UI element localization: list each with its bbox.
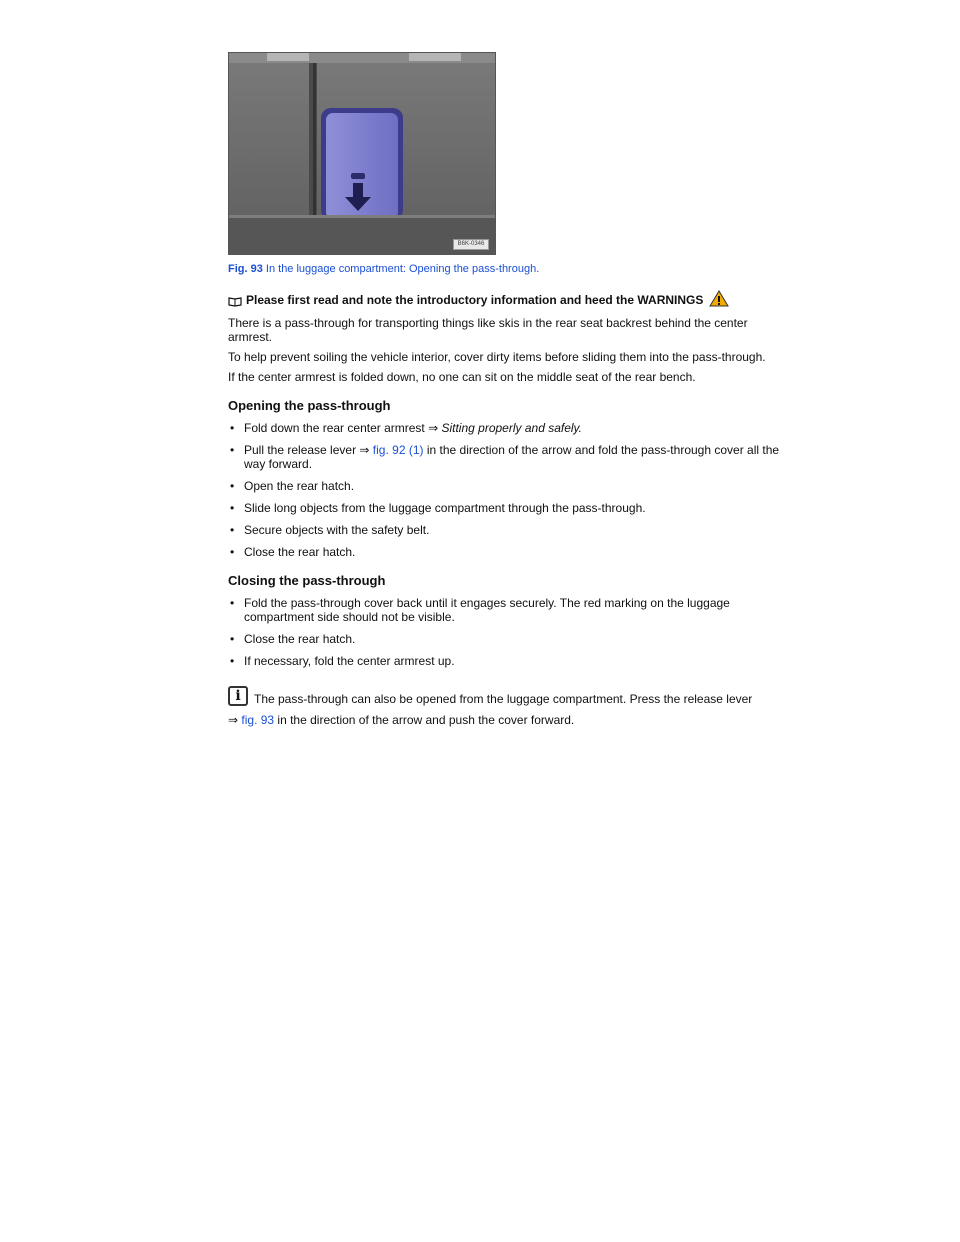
book-icon [228,296,242,305]
figure-caption [228,262,788,276]
list-item: • If necessary, fold the center armrest up. [228,654,788,668]
note-line [228,686,788,706]
info-icon: i [228,686,248,706]
figure-image-code: B6K-0346 [453,239,489,250]
arrow-text: ⇒ [228,713,242,727]
note-text: in the direction of the arrow and push the cover forward. [274,713,575,727]
list-item: • Secure objects with the safety belt. [228,523,788,537]
heading-opening: Opening the pass-through [228,398,391,413]
list-item: • Close the rear hatch. [228,632,788,646]
step-text: Fold down the rear center armrest ⇒ [244,421,442,435]
opening-steps [228,421,788,559]
list-item [228,421,788,435]
note-text: The pass-through can also be opened from the luggage compartment. Press the release lever [254,692,753,706]
list-item: • Fold the pass-through cover back until it engages securely. The red marking on the luggage compartment side should not be visible. [228,596,788,624]
note-line [228,713,788,727]
fig-92-link[interactable]: fig. 92 (1) [372,443,424,457]
seat-illustration [229,53,495,254]
list-item: • Close the rear hatch. [228,545,788,559]
fig-93-link[interactable]: fig. 93 [241,713,275,727]
figure-pass-through [228,52,496,255]
warning-icon[interactable] [709,290,729,310]
intro-text: Please first read and note the introductory information and heed the WARNINGS [246,293,704,307]
step-text: Pull the release lever ⇒ [244,443,373,457]
caption-text: In the luggage compartment: Opening the pass-through. [265,263,540,275]
intro-line [228,290,788,310]
caption-number[interactable]: Fig. 93 [228,263,263,275]
paragraph-3: If the center armrest is folded down, no one can sit on the middle seat of the rear bench. [228,370,696,384]
paragraph-1: There is a pass-through for transporting things like skis in the rear seat backrest behind the center armrest. [228,316,748,344]
note-block [228,686,788,727]
closing-steps [228,596,788,668]
step-text: in the direction of the arrow and fold the pass-through cover all the way forward. [244,443,780,471]
list-item [228,443,788,471]
list-item: • Slide long objects from the luggage compartment through the pass-through. [228,501,788,515]
manual-page [228,52,788,727]
paragraph-2: To help prevent soiling the vehicle interior, cover dirty items before sliding them into the pass-through. [228,350,766,364]
list-item: • Open the rear hatch. [228,479,788,493]
sitting-properly-link[interactable]: Sitting properly and safely. [441,421,582,435]
heading-closing: Closing the pass-through [228,573,386,588]
